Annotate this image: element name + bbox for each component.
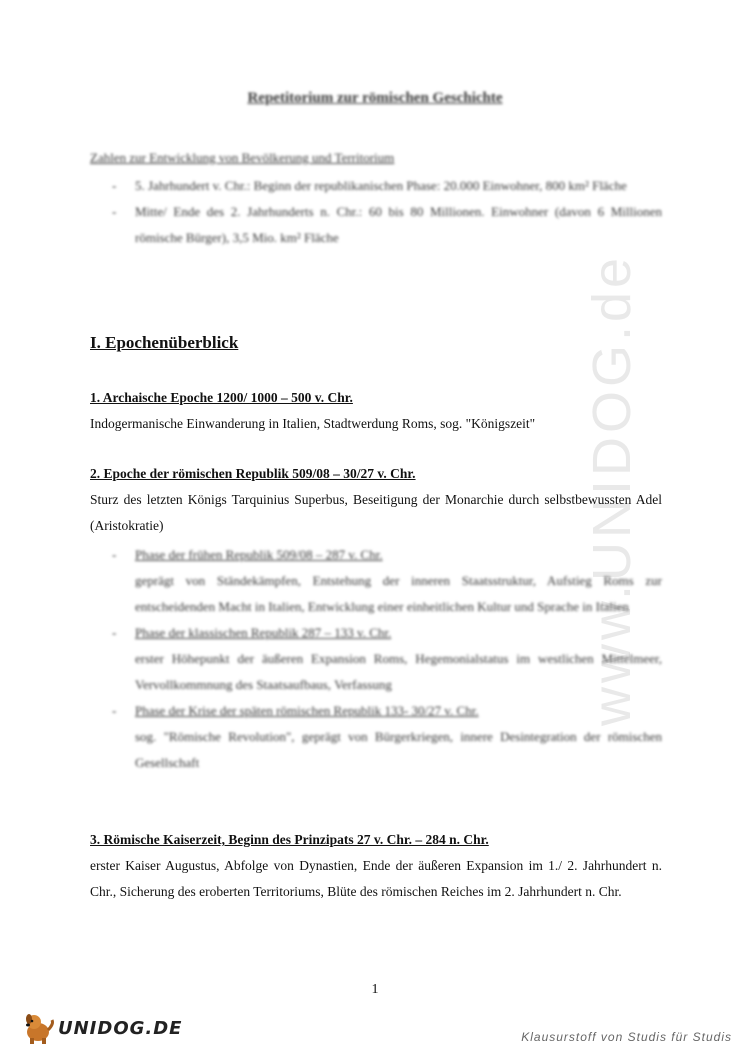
phase-text: sog. "Römische Revolution", geprägt von Bürgerkriegen, innere Desintegration der römischen Gesellschaft bbox=[135, 729, 662, 770]
footer-slogan: Klausurstoff von Studis für Studis bbox=[521, 1030, 732, 1044]
chapter-heading: I. Epochenüberblick bbox=[90, 333, 239, 352]
section-text-3: erster Kaiser Augustus, Abfolge von Dynastien, Ende der äußeren Expansion im 1./ 2. Jahrhundert n. Chr., Sicherung des eroberten Territoriums, Blüte des römischen Reiches im 2. Jahrhundert n. Chr. bbox=[90, 858, 662, 899]
phase-item bbox=[90, 542, 662, 620]
section-heading-3: 3. Römische Kaiserzeit, Beginn des Prinzipats 27 v. Chr. – 284 n. Chr. bbox=[90, 832, 489, 847]
page-title: Repetitorium zur römischen Geschichte bbox=[247, 90, 503, 106]
intro-item: - Mitte/ Ende des 2. Jahrhunderts n. Chr.: 60 bis 80 Millionen. Einwohner (davon 6 Millionen römische Bürger), 3,5 Mio. km² Fläche bbox=[90, 199, 662, 251]
intro-heading: Zahlen zur Entwicklung von Bevölkerung und Territorium bbox=[90, 150, 395, 165]
phase-list bbox=[90, 542, 662, 776]
section-text-1: Indogermanische Einwanderung in Italien, Stadtwerdung Roms, sog. "Königszeit" bbox=[90, 416, 536, 431]
section-heading-2: 2. Epoche der römischen Republik 509/08 – 30/27 v. Chr. bbox=[90, 466, 416, 481]
section-text-2: Sturz des letzten Königs Tarquinius Superbus, Beseitigung der Monarchie durch selbstbewussten Adel (Aristokratie) bbox=[90, 492, 662, 533]
intro-list bbox=[90, 173, 662, 251]
phase-text: erster Höhepunkt der äußeren Expansion Roms, Hegemonialstatus im westlichen Mittelmeer, Vervollkommnung des Staatsaufbaus, Verfassung bbox=[135, 651, 662, 692]
logo-text: UNIDOG.DE bbox=[58, 1018, 183, 1039]
page-number: 1 bbox=[371, 982, 379, 997]
phase-title: - Phase der frühen Republik 509/08 – 287 v. Chr. bbox=[135, 547, 383, 562]
phase-text: geprägt von Ständekämpfen, Entstehung der inneren Staatsstruktur, Aufstieg Roms zur entscheidenden Macht in Italien, Entwicklung einer einheitlichen Kultur und Sprache in Italien bbox=[135, 573, 662, 614]
unidog-logo bbox=[20, 1010, 183, 1050]
phase-item bbox=[90, 698, 662, 776]
section-heading-1: 1. Archaische Epoche 1200/ 1000 – 500 v. Chr. bbox=[90, 390, 353, 405]
watermark: www.UNIDOG.de bbox=[582, 253, 642, 727]
phase-item bbox=[90, 620, 662, 698]
dog-icon bbox=[20, 1010, 56, 1046]
phase-title: - Phase der Krise der späten römischen Republik 133- 30/27 v. Chr. bbox=[135, 703, 479, 718]
phase-title: - Phase der klassischen Republik 287 – 133 v. Chr. bbox=[135, 625, 392, 640]
intro-item: - 5. Jahrhundert v. Chr.: Beginn der republikanischen Phase: 20.000 Einwohner, 800 km² Fläche bbox=[90, 173, 662, 199]
